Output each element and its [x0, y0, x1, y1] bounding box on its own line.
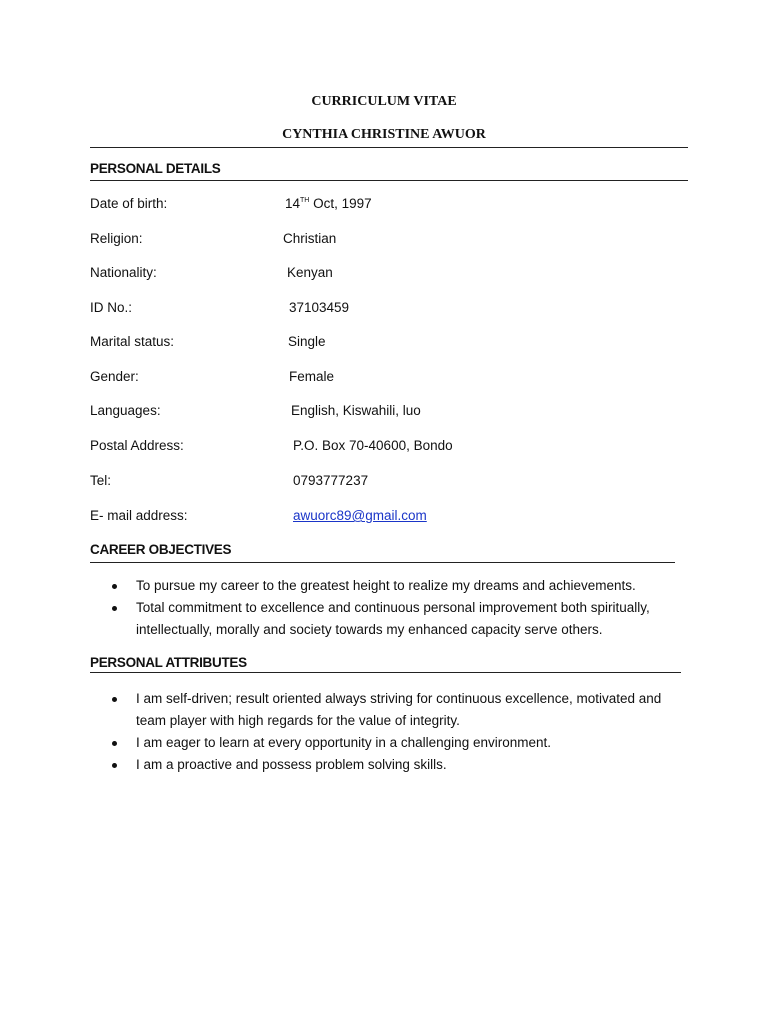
personal-attributes-list — [108, 688, 680, 776]
list-item — [108, 754, 680, 776]
bullet-icon — [112, 741, 117, 746]
tel-label: Tel: — [90, 473, 112, 488]
id-no-label: ID No.: — [90, 300, 133, 315]
personal-attribute-text: I am eager to learn at every opportunity in a challenging environment. — [136, 735, 551, 750]
list-item — [108, 688, 680, 732]
nationality-label: Nationality: — [90, 265, 157, 280]
postal-address-value: P.O. Box 70-40600, Bondo — [293, 438, 453, 453]
marital-status-value: Single — [288, 334, 326, 349]
career-objectives-list — [108, 575, 680, 641]
career-objectives-heading: CAREER OBJECTIVES — [90, 542, 232, 557]
bullet-icon — [112, 697, 117, 702]
personal-attribute-text: I am a proactive and possess problem solving skills. — [136, 757, 447, 772]
languages-value: English, Kiswahili, luo — [291, 403, 421, 418]
bullet-icon — [112, 584, 117, 589]
personal-details-divider — [90, 180, 688, 181]
religion-label: Religion: — [90, 231, 143, 246]
candidate-name: CYNTHIA CHRISTINE AWUOR — [282, 127, 486, 142]
email-link[interactable]: awuorc89@gmail.com — [293, 508, 427, 523]
career-objective-text: Total commitment to excellence and continuous personal improvement both spiritually, intellectually, morally and society towards my enhanced capacity serve others. — [136, 600, 650, 637]
dob-label: Date of birth: — [90, 196, 168, 211]
dob-value — [285, 196, 372, 211]
bullet-icon — [112, 763, 117, 768]
personal-details-heading: PERSONAL DETAILS — [90, 161, 221, 176]
career-objective-text: To pursue my career to the greatest height to realize my dreams and achievements. — [136, 578, 636, 593]
dob-day: 14 — [285, 196, 301, 211]
career-objectives-divider — [90, 562, 675, 563]
name-divider — [90, 147, 688, 148]
personal-attribute-text: I am self-driven; result oriented always striving for continuous excellence, motivated and team player with high regards for the value of integrity. — [136, 691, 662, 728]
list-item — [108, 732, 680, 754]
dob-day-suffix: TH — [300, 197, 310, 204]
religion-value: Christian — [283, 231, 337, 246]
bullet-icon — [112, 606, 117, 611]
email-label: E- mail address: — [90, 508, 188, 523]
personal-attributes-divider — [90, 672, 681, 673]
dob-month-year: Oct, 1997 — [309, 196, 372, 211]
gender-label: Gender: — [90, 369, 139, 384]
tel-value: 0793777237 — [293, 473, 369, 488]
nationality-value: Kenyan — [287, 265, 333, 280]
list-item — [108, 575, 680, 597]
document-title: CURRICULUM VITAE — [311, 94, 457, 109]
personal-attributes-heading: PERSONAL ATTRIBUTES — [90, 655, 247, 670]
languages-label: Languages: — [90, 403, 161, 418]
postal-address-label: Postal Address: — [90, 438, 184, 453]
gender-value: Female — [289, 369, 335, 384]
marital-status-label: Marital status: — [90, 334, 175, 349]
id-no-value: 37103459 — [289, 300, 350, 315]
list-item — [108, 597, 680, 641]
